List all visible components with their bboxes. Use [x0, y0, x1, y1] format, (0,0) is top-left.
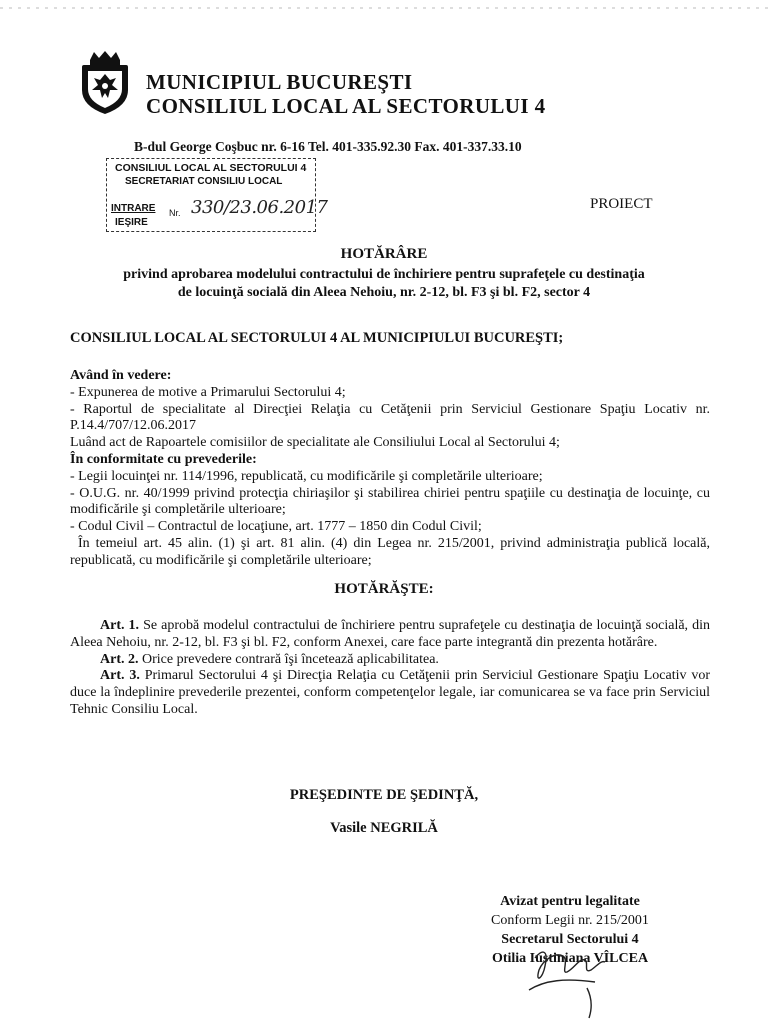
article-1: [70, 618, 710, 652]
decides-heading: HOTĂRĂŞTE:: [334, 581, 434, 597]
article-label: Art. 1.: [100, 618, 140, 633]
registry-stamp: [106, 158, 328, 232]
chairperson-name: Vasile NEGRILĂ: [330, 820, 438, 836]
handwritten-signature: [505, 930, 615, 1020]
legal-basis: În temeiul art. 45 alin. (1) şi art. 81 alin. (4) din Legea nr. 215/2001, privind administraţia publică locală, republicată, cu modificările şi completările ulterioare;: [70, 535, 710, 568]
status-label: PROIECT: [590, 196, 653, 212]
legality-line-2: Conform Legii nr. 215/2001: [491, 913, 649, 928]
stamp-line-secretariat: SECRETARIAT CONSILIU LOCAL: [125, 176, 283, 187]
letterhead: [146, 70, 545, 118]
article-text: Primarul Sectorului 4 şi Direcţia Relaţia cu Cetăţenii prin Serviciul Gestionare Spaţiu Locativ vor duce la îndeplinire prevederile prezentei, conform competenţelor legale, iar comunicarea se va face prin Serviciul Tehnic Consiliu Local.: [70, 668, 710, 717]
stamp-line-council: CONSILIUL LOCAL AL SECTORULUI 4: [115, 162, 307, 174]
municipality-name: MUNICIPIUL BUCUREŞTI: [146, 70, 413, 94]
article-2: [70, 652, 710, 669]
article-text: Orice prevedere contrară îşi încetează aplicabilitatea.: [142, 651, 439, 667]
preamble: [70, 368, 710, 570]
coat-of-arms-icon: [78, 50, 132, 116]
document-subject: [0, 266, 768, 302]
articles: [70, 618, 710, 719]
subject-line-2: de locuinţă socială din Aleea Nehoiu, nr. 2-12, bl. F3 şi bl. F2, sector 4: [177, 285, 591, 300]
conformity-heading: În conformitate cu prevederile:: [70, 451, 257, 467]
conformity-item: - Legii locuinţei nr. 114/1996, republicată, cu modificările şi completările ulterioare;: [70, 468, 543, 484]
stamp-intrare: INTRARE: [111, 203, 156, 214]
contact-address: B-dul George Coşbuc nr. 6-16 Tel. 401-335.92.30 Fax. 401-337.33.10: [134, 139, 522, 154]
considerations-heading: Având în vedere:: [70, 368, 172, 383]
stamp-nr-label: Nr.: [169, 208, 181, 218]
consideration-item: - Raportul de specialitate al Direcţiei Relaţia cu Cetăţenii prin Serviciul Gestionare Spaţiu Locativ nr. P.14.4/707/12.06.2017: [70, 401, 710, 434]
chairperson-role: PREŞEDINTE DE ŞEDINŢĂ,: [289, 787, 479, 803]
document-title: HOTĂRÂRE: [340, 246, 428, 262]
article-label: Art. 3.: [100, 668, 140, 684]
stamp-iesire: IEŞIRE: [115, 217, 148, 228]
conformity-item: - Codul Civil – Contractul de locaţiune, art. 1777 – 1850 din Codul Civil;: [70, 519, 482, 535]
conformity-item: - O.U.G. nr. 40/1999 privind protecţia chiriaşilor şi stabilirea chiriei pentru spaţiile cu destinaţia de locuinţe, cu modificările şi completările ulterioare;: [70, 485, 710, 518]
article-text: Se aprobă modelul contractului de închiriere pentru suprafeţele cu destinaţia de locuinţă socială, din Aleea Nehoiu, nr. 2-12, bl. F3 şi bl. F2, conform Anexei, care face parte integrantă din prezenta hotărâre.: [70, 618, 710, 650]
stamp-handwritten-number: 330/23.06.2017: [191, 197, 328, 218]
legality-line-3: Secretarul Sectorului 4: [501, 932, 639, 947]
legality-line-4: Otilia Iustiniana VÎLCEA: [491, 951, 649, 966]
council-name: CONSILIUL LOCAL AL SECTORULUI 4: [146, 94, 546, 118]
consideration-item: - Expunerea de motive a Primarului Sectorului 4;: [70, 384, 346, 400]
council-statement: CONSILIUL LOCAL AL SECTORULUI 4 AL MUNICIPIULUI BUCUREŞTI;: [70, 330, 564, 346]
article-3: [70, 668, 710, 718]
consideration-item: Luând act de Rapoartele comisiilor de specialitate ale Consiliului Local al Sectorului 4;: [70, 435, 560, 451]
scan-edge-line: [0, 6, 768, 10]
subject-line-1: privind aprobarea modelului contractului de închiriere pentru suprafeţele cu destinaţia: [123, 267, 645, 282]
article-label: Art. 2.: [100, 651, 139, 667]
legality-line-1: Avizat pentru legalitate: [500, 894, 640, 909]
